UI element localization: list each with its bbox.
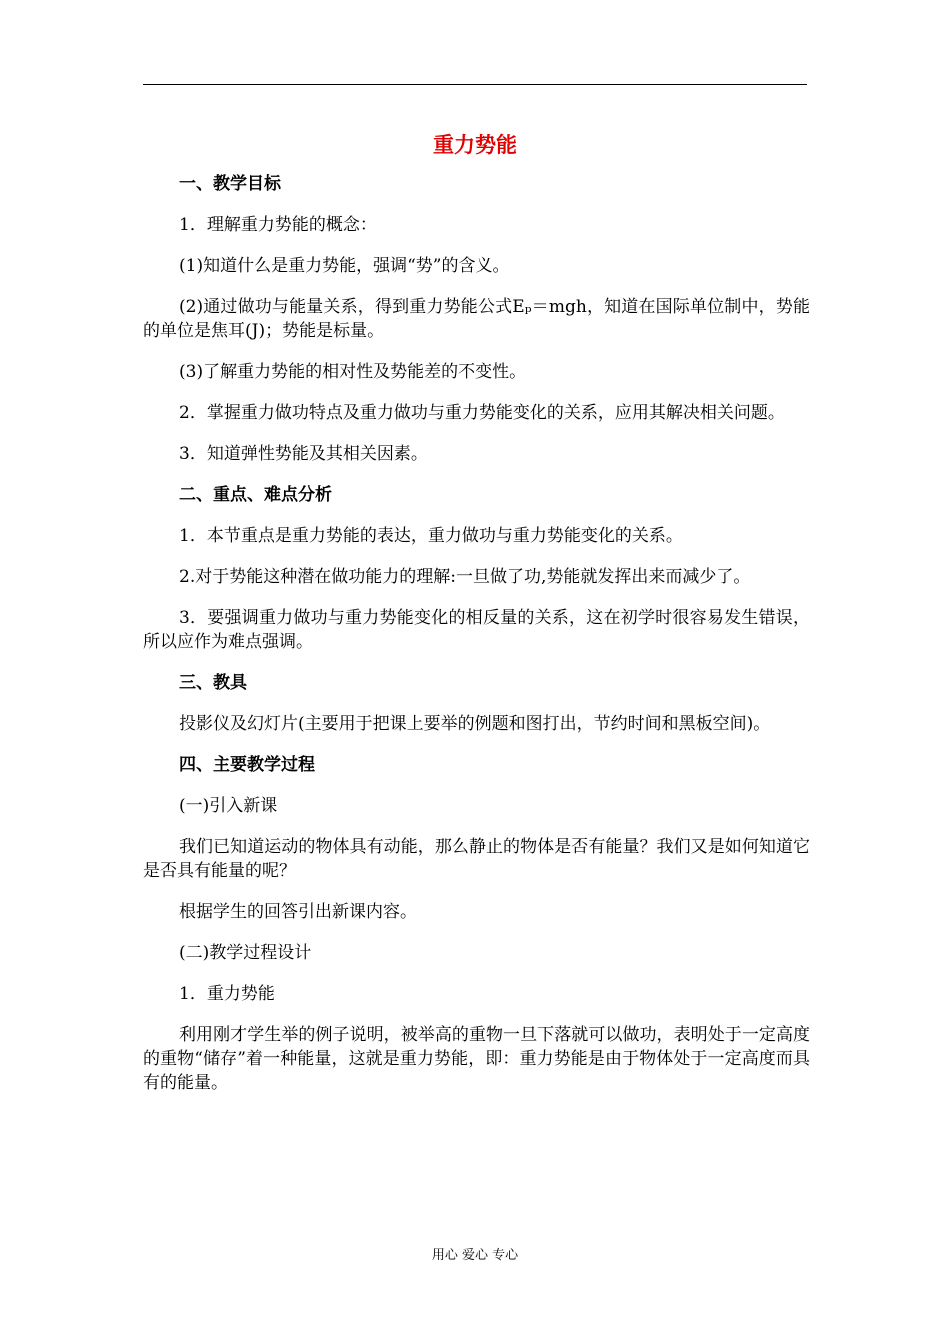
paragraph: 投影仪及幻灯片(主要用于把课上要举的例题和图打出，节约时间和黑板空间)。	[179, 714, 771, 734]
page-title: 重力势能	[433, 133, 517, 157]
section-heading: 三、教具	[179, 673, 247, 693]
paragraph: 3．知道弹性势能及其相关因素。	[179, 444, 428, 464]
section-heading: 一、教学目标	[179, 174, 281, 194]
paragraph: (1)知道什么是重力势能，强调“势”的含义。	[179, 256, 510, 276]
paragraph: (3)了解重力势能的相对性及势能差的不变性。	[179, 362, 527, 382]
section-heading: 二、重点、难点分析	[179, 485, 332, 505]
page-footer: 用心 爱心 专心	[431, 1248, 519, 1263]
paragraph: 3．要强调重力做功与重力势能变化的相反量的关系，这在初学时很容易发生错误，所以应作为难点强调。	[143, 608, 810, 652]
paragraph: (2)通过做功与能量关系，得到重力势能公式Eₚ＝mgh，知道在国际单位制中，势能的单位是焦耳(J)；势能是标量。	[143, 297, 810, 341]
paragraph: 2．掌握重力做功特点及重力做功与重力势能变化的关系，应用其解决相关问题。	[179, 403, 785, 423]
paragraph: (一)引入新课	[179, 796, 278, 816]
section-heading: 四、主要教学过程	[179, 755, 315, 775]
document-body	[143, 172, 810, 1112]
paragraph: (二)教学过程设计	[179, 943, 312, 963]
paragraph: 我们已知道运动的物体具有动能，那么静止的物体是否有能量？我们又是如何知道它是否具有能量的呢？	[143, 837, 810, 881]
paragraph: 根据学生的回答引出新课内容。	[179, 902, 417, 922]
paragraph: 2.对于势能这种潜在做功能力的理解:一旦做了功,势能就发挥出来而减少了。	[179, 567, 751, 587]
header-rule	[143, 84, 807, 85]
paragraph: 1．理解重力势能的概念：	[179, 215, 377, 235]
paragraph: 利用刚才学生举的例子说明，被举高的重物一旦下落就可以做功，表明处于一定高度的重物“储存”着一种能量，这就是重力势能，即：重力势能是由于物体处于一定高度而具有的能量。	[143, 1025, 810, 1093]
paragraph: 1．本节重点是重力势能的表达，重力做功与重力势能变化的关系。	[179, 526, 683, 546]
paragraph: 1．重力势能	[179, 984, 275, 1004]
